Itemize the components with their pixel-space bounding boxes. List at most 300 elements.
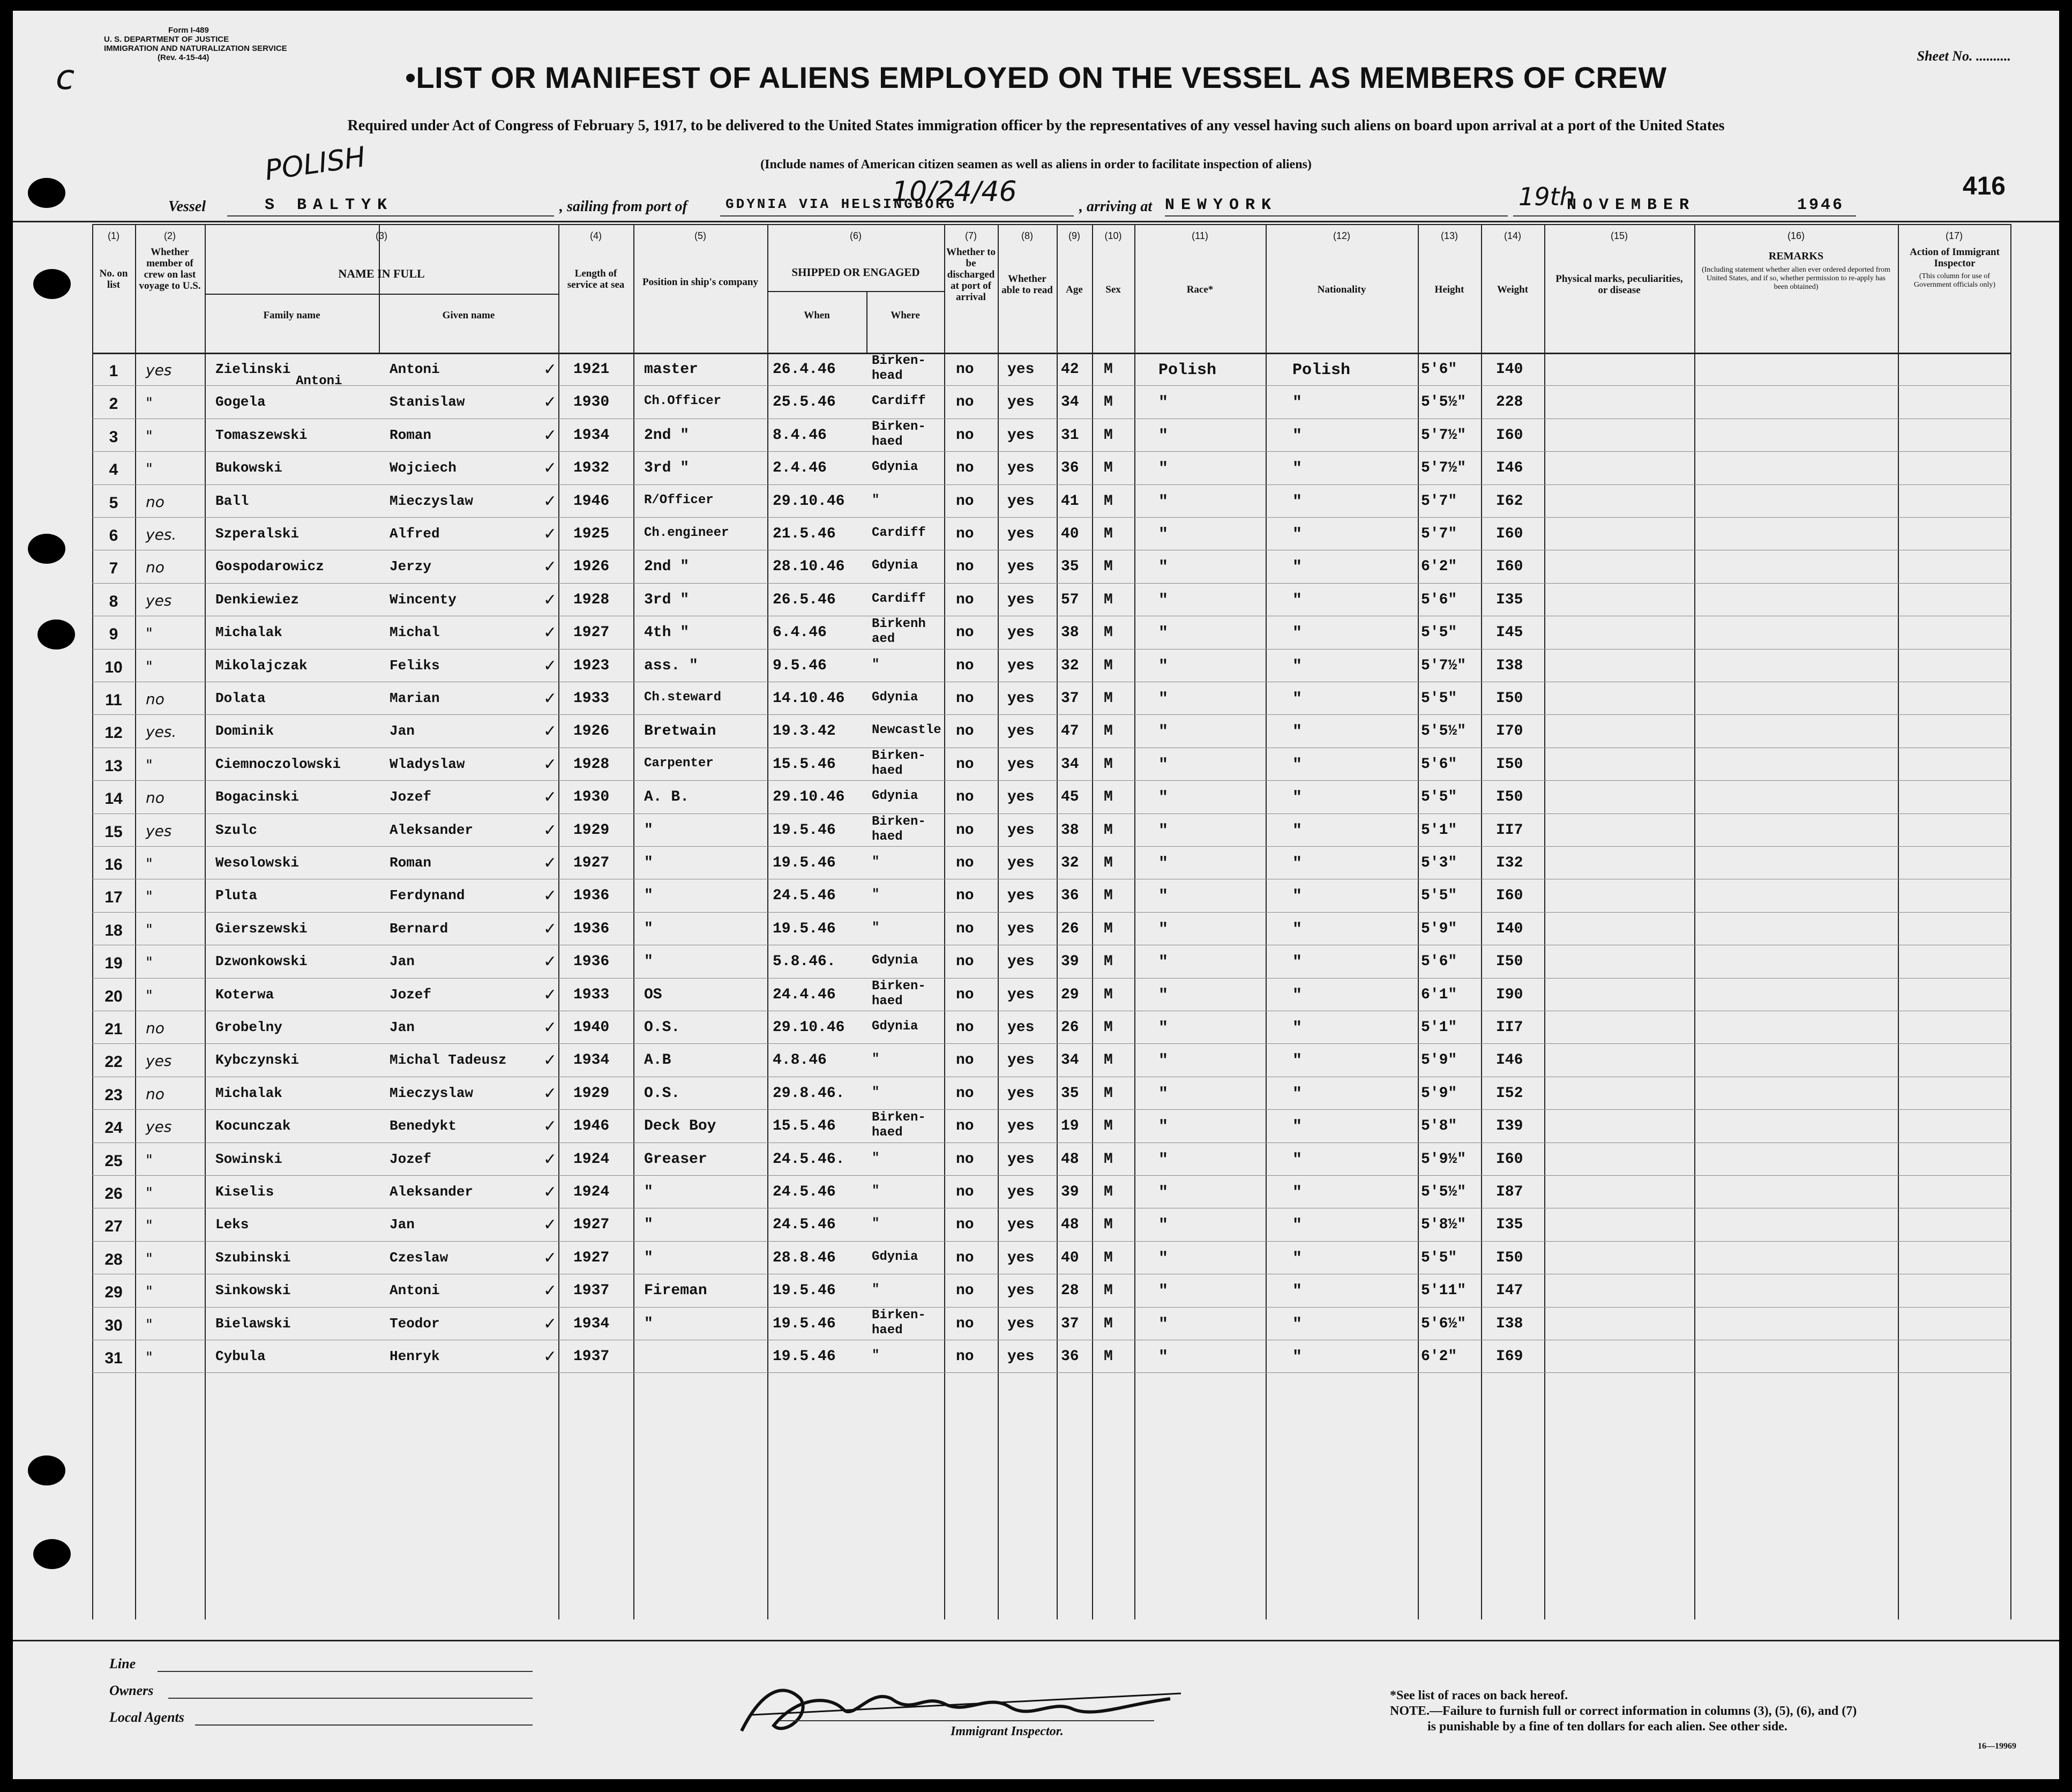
race: "	[1158, 427, 1169, 445]
able-to-read: yes	[1007, 427, 1035, 444]
race: "	[1158, 1315, 1169, 1334]
shipped-where: "	[872, 1085, 880, 1100]
shipped-where: "	[872, 1282, 880, 1297]
check-mark-icon: ✓	[543, 1281, 557, 1301]
discharged: no	[956, 558, 974, 576]
given-name: Michal Tadeusz	[390, 1052, 507, 1069]
position: "	[644, 855, 653, 871]
nationality: "	[1292, 558, 1303, 577]
owners-label: Owners	[109, 1683, 154, 1698]
nationality: "	[1292, 887, 1303, 906]
col3-family-header: Family name	[263, 310, 320, 321]
age: 38	[1061, 624, 1079, 641]
family-name: Koterwa	[215, 986, 274, 1003]
family-name: Wesolowski	[215, 855, 300, 871]
shipped-where: Birken- haed	[872, 1110, 926, 1140]
nationality: "	[1292, 1348, 1303, 1367]
footnote-penalty-cont: is punishable by a fine of ten dollars for each alien. See other side.	[1427, 1720, 1787, 1734]
age: 34	[1061, 1052, 1079, 1069]
table-row	[92, 1340, 2011, 1372]
family-name: Tomaszewski	[215, 427, 308, 443]
able-to-read: yes	[1007, 887, 1035, 905]
shipped-where: Birken- haed	[872, 1308, 926, 1338]
able-to-read: yes	[1007, 1019, 1035, 1036]
service-years: 1934	[573, 1052, 610, 1069]
sex: M	[1104, 1052, 1113, 1069]
able-to-read: yes	[1007, 723, 1035, 740]
row-number: 21	[104, 1020, 123, 1038]
nationality: "	[1292, 920, 1303, 939]
weight: I39	[1496, 1118, 1523, 1135]
check-mark-icon: ✓	[543, 722, 557, 741]
nationality: "	[1292, 1019, 1303, 1037]
check-mark-icon: ✓	[543, 985, 557, 1004]
sex: M	[1104, 1315, 1113, 1332]
able-to-read: yes	[1007, 690, 1035, 707]
table-row	[92, 846, 2011, 879]
col8-number: (8)	[1021, 230, 1033, 241]
service-years: 1933	[573, 986, 610, 1003]
crew-last-voyage: "	[146, 1216, 153, 1235]
sex: M	[1104, 1216, 1113, 1234]
race: "	[1158, 558, 1169, 577]
check-mark-icon: ✓	[543, 1084, 557, 1103]
position: Fireman	[644, 1282, 707, 1300]
col4-header: Length of service at sea	[567, 268, 625, 290]
check-mark-icon: ✓	[543, 1183, 557, 1201]
nationality: "	[1292, 460, 1303, 479]
race: "	[1158, 920, 1169, 939]
height: 5'9½"	[1421, 1151, 1467, 1168]
given-name: Henryk	[390, 1348, 440, 1364]
race: "	[1158, 657, 1169, 676]
crew-last-voyage: "	[146, 1151, 153, 1169]
shipped-where: Birken- haed	[872, 419, 926, 449]
crew-last-voyage: "	[146, 756, 153, 774]
nationality: "	[1292, 723, 1303, 742]
able-to-read: yes	[1007, 1118, 1035, 1135]
sex: M	[1104, 1019, 1113, 1036]
col8-header: Whether able to read	[1001, 273, 1053, 296]
table-row	[92, 1011, 2011, 1043]
position: "	[644, 1184, 653, 1200]
table-row	[92, 945, 2011, 977]
age: 32	[1061, 657, 1079, 674]
col17-number: (17)	[1945, 230, 1963, 241]
weight: I60	[1496, 427, 1523, 444]
position: "	[644, 822, 653, 839]
check-mark-icon: ✓	[543, 360, 557, 379]
discharged: no	[956, 1151, 974, 1168]
shipped-where: Gdynia	[872, 1019, 918, 1034]
given-name: Jan	[390, 723, 415, 740]
given-name: Wincenty	[390, 591, 457, 608]
shipped-when: 15.5.46	[773, 1118, 836, 1135]
given-name: Jozef	[390, 1151, 432, 1167]
family-name: Grobelny	[215, 1019, 282, 1035]
service-years: 1932	[573, 460, 610, 477]
col10-header: Sex	[1105, 284, 1121, 295]
col16-header: REMARKS	[1768, 250, 1824, 262]
height: 5'7"	[1421, 492, 1457, 510]
crew-last-voyage: "	[146, 427, 153, 445]
footer	[13, 1640, 2059, 1774]
position: "	[644, 1249, 653, 1266]
family-name: Szulc	[215, 822, 258, 838]
check-mark-icon: ✓	[543, 590, 557, 609]
nationality: "	[1292, 624, 1303, 643]
race: "	[1158, 986, 1169, 1005]
col13-number: (13)	[1440, 230, 1458, 241]
discharged: no	[956, 887, 974, 905]
discharged: no	[956, 789, 974, 806]
sex: M	[1104, 361, 1113, 378]
sex: M	[1104, 887, 1113, 905]
shipped-where: "	[872, 855, 880, 869]
vessel-label: Vessel	[168, 198, 206, 215]
check-mark-icon: ✓	[543, 656, 557, 675]
row-number: 22	[104, 1053, 123, 1071]
table-row	[92, 682, 2011, 714]
position: Ch.engineer	[644, 526, 729, 540]
row-number: 23	[104, 1086, 123, 1104]
col3-number: (3)	[376, 230, 387, 241]
race: "	[1158, 1282, 1169, 1301]
check-mark-icon: ✓	[543, 788, 557, 807]
given-name: Jan	[390, 1216, 415, 1233]
shipped-when: 14.10.46	[773, 690, 845, 707]
col16-number: (16)	[1787, 230, 1805, 241]
service-years: 1928	[573, 591, 610, 608]
crew-last-voyage: "	[146, 394, 153, 412]
given-name: Michal	[390, 624, 440, 641]
crew-last-voyage: no	[146, 789, 164, 807]
shipped-where: Newcastle	[872, 723, 941, 738]
service-years: 1925	[573, 526, 610, 542]
col10-number: (10)	[1104, 230, 1122, 241]
weight: 228	[1496, 394, 1523, 411]
height: 5'6½"	[1421, 1315, 1467, 1332]
given-name: Benedykt	[390, 1118, 457, 1134]
crew-last-voyage: "	[146, 624, 153, 643]
check-mark-icon: ✓	[543, 820, 557, 840]
height: 5'5½"	[1421, 1184, 1467, 1200]
crew-last-voyage: "	[146, 855, 153, 872]
height: 5'6"	[1421, 361, 1457, 378]
race: "	[1158, 855, 1169, 873]
sex: M	[1104, 822, 1113, 839]
table-row	[92, 451, 2011, 484]
able-to-read: yes	[1007, 855, 1035, 871]
row-number: 11	[105, 691, 122, 709]
crew-last-voyage: "	[146, 1348, 153, 1366]
height: 5'5"	[1421, 624, 1457, 641]
table-row	[92, 714, 2011, 747]
shipped-where: Gdynia	[872, 558, 918, 573]
given-name: Feliks	[390, 657, 440, 674]
check-mark-icon: ✓	[543, 393, 557, 412]
crew-last-voyage: "	[146, 1184, 153, 1201]
table-row	[92, 616, 2011, 648]
height: 6'2"	[1421, 558, 1457, 576]
weight: I46	[1496, 460, 1523, 477]
weight: I40	[1496, 920, 1523, 937]
height: 5'1"	[1421, 822, 1457, 839]
able-to-read: yes	[1007, 591, 1035, 608]
nationality: "	[1292, 394, 1303, 413]
nationality: "	[1292, 1184, 1303, 1202]
sex: M	[1104, 1282, 1113, 1300]
weight: I52	[1496, 1085, 1523, 1102]
shipped-when: 29.10.46	[773, 1019, 845, 1036]
shipped-when: 28.8.46	[773, 1249, 836, 1266]
shipped-where: Birken- haed	[872, 748, 926, 778]
crew-last-voyage: no	[146, 1085, 164, 1103]
service-years: 1921	[573, 361, 610, 378]
age: 36	[1061, 1348, 1079, 1365]
shipped-when: 5.8.46.	[773, 953, 836, 970]
weight: II7	[1496, 822, 1523, 839]
shipped-when: 24.5.46.	[773, 1151, 845, 1168]
row-number: 25	[104, 1152, 123, 1170]
check-mark-icon: ✓	[543, 525, 557, 543]
position: OS	[644, 986, 662, 1003]
table-row	[92, 1307, 2011, 1340]
able-to-read: yes	[1007, 1184, 1035, 1200]
form-code: 16—19969	[1978, 1742, 2016, 1751]
nationality: "	[1292, 427, 1303, 445]
position: 3rd "	[644, 460, 690, 477]
height: 5'6"	[1421, 591, 1457, 608]
shipped-when: 9.5.46	[773, 657, 827, 674]
row-number: 6	[109, 527, 118, 544]
shipped-where: "	[872, 1151, 880, 1166]
arrival-port: NEWYORK	[1165, 196, 1278, 214]
shipped-where: Gdynia	[872, 953, 918, 968]
check-mark-icon: ✓	[543, 886, 557, 906]
sex: M	[1104, 526, 1113, 542]
crew-last-voyage: no	[146, 492, 164, 511]
table-row	[92, 813, 2011, 846]
table-row	[92, 1143, 2011, 1175]
check-mark-icon: ✓	[543, 1215, 557, 1235]
service-years: 1927	[573, 1249, 610, 1266]
age: 48	[1061, 1151, 1079, 1168]
able-to-read: yes	[1007, 789, 1035, 806]
position: O.S.	[644, 1085, 680, 1102]
check-mark-icon: ✓	[543, 1347, 557, 1366]
race: Polish	[1158, 361, 1217, 379]
col12-number: (12)	[1333, 230, 1350, 241]
height: 5'9"	[1421, 1085, 1457, 1102]
shipped-when: 29.8.46.	[773, 1085, 845, 1102]
position: "	[644, 1216, 653, 1234]
nationality: "	[1292, 1052, 1303, 1071]
weight: I87	[1496, 1184, 1523, 1200]
age: 19	[1061, 1118, 1079, 1135]
crew-last-voyage: "	[146, 953, 153, 972]
row-number: 10	[104, 658, 123, 676]
race: "	[1158, 1216, 1169, 1235]
able-to-read: yes	[1007, 526, 1035, 542]
department: U. S. DEPARTMENT OF JUSTICE	[104, 35, 229, 44]
crew-last-voyage: "	[146, 1249, 153, 1267]
height: 5'5"	[1421, 690, 1457, 707]
weight: II7	[1496, 1019, 1523, 1036]
race: "	[1158, 723, 1169, 742]
discharged: no	[956, 427, 974, 444]
check-mark-icon: ✓	[543, 952, 557, 972]
discharged: no	[956, 1052, 974, 1069]
position: A.B	[644, 1052, 671, 1069]
family-name: Mikolajczak	[215, 657, 308, 674]
check-mark-icon: ✓	[543, 1248, 557, 1267]
position: 3rd "	[644, 591, 690, 608]
sex: M	[1104, 558, 1113, 576]
shipped-when: 4.8.46	[773, 1052, 827, 1069]
check-mark-icon: ✓	[543, 459, 557, 478]
position: R/Officer	[644, 492, 714, 507]
sex: M	[1104, 460, 1113, 477]
shipped-when: 19.5.46	[773, 822, 836, 839]
race: "	[1158, 1085, 1169, 1103]
age: 36	[1061, 887, 1079, 905]
shipped-where: Cardiff	[872, 526, 926, 540]
row-number: 4	[109, 461, 118, 479]
age: 28	[1061, 1282, 1079, 1300]
family-name: Dzwonkowski	[215, 953, 308, 970]
age: 36	[1061, 460, 1079, 477]
sex: M	[1104, 394, 1113, 411]
family-name: Dominik	[215, 723, 274, 740]
race: "	[1158, 492, 1169, 511]
arriving-label: , arriving at	[1079, 198, 1153, 215]
nationality: "	[1292, 526, 1303, 544]
given-name: Jozef	[390, 789, 432, 805]
weight: I62	[1496, 492, 1523, 510]
shipped-when: 26.5.46	[773, 591, 836, 608]
family-name: Szperalski	[215, 526, 300, 542]
weight: I60	[1496, 526, 1523, 542]
given-name: Ferdynand	[390, 887, 465, 904]
sex: M	[1104, 492, 1113, 510]
race: "	[1158, 1019, 1169, 1037]
discharged: no	[956, 1249, 974, 1266]
position: master	[644, 361, 698, 378]
shipped-when: 26.4.46	[773, 361, 836, 378]
manifest-sheet	[13, 11, 2059, 1779]
vessel-name: S BALTYK	[265, 196, 394, 214]
given-name: Aleksander	[390, 1184, 474, 1200]
weight: I60	[1496, 558, 1523, 576]
row-number: 24	[104, 1119, 123, 1137]
row-number: 8	[109, 592, 118, 610]
weight: I60	[1496, 1151, 1523, 1168]
height: 5'9"	[1421, 1052, 1457, 1069]
age: 40	[1061, 526, 1079, 542]
race: "	[1158, 1118, 1169, 1137]
vessel-info-line	[13, 182, 2059, 214]
family-name: Pluta	[215, 887, 258, 904]
sex: M	[1104, 855, 1113, 871]
footnote	[1390, 1688, 1857, 1735]
discharged: no	[956, 1348, 974, 1365]
binder-hole	[33, 269, 71, 299]
weight: I50	[1496, 756, 1523, 773]
col4-number: (4)	[590, 230, 602, 241]
col5-header: Position in ship's company	[642, 277, 758, 288]
check-mark-icon: ✓	[543, 1051, 557, 1070]
handwritten-date: 10/24/46	[892, 176, 1017, 208]
family-name-extra: Antoni	[296, 374, 342, 389]
service-years: 1937	[573, 1348, 610, 1365]
family-name: Ciemnoczolowski	[215, 756, 341, 772]
table-row	[92, 649, 2011, 682]
discharged: no	[956, 920, 974, 937]
row-number: 1	[109, 362, 118, 380]
sex: M	[1104, 624, 1113, 641]
position: A. B.	[644, 789, 690, 806]
height: 5'5½"	[1421, 723, 1467, 740]
sex: M	[1104, 723, 1113, 740]
height: 5'7"	[1421, 526, 1457, 542]
position: ass. "	[644, 657, 698, 674]
col7-number: (7)	[965, 230, 977, 241]
height: 5'8"	[1421, 1118, 1457, 1135]
crew-last-voyage: "	[146, 887, 153, 906]
age: 42	[1061, 361, 1079, 378]
weight: I35	[1496, 591, 1523, 608]
given-name: Antoni	[390, 1282, 440, 1299]
race: "	[1158, 460, 1169, 479]
table-row	[92, 912, 2011, 945]
shipped-where: Gdynia	[872, 460, 918, 475]
row-number: 19	[104, 954, 123, 973]
discharged: no	[956, 1216, 974, 1234]
service-years: 1924	[573, 1184, 610, 1200]
inspector-label: Immigrant Inspector.	[951, 1724, 1064, 1738]
binder-hole	[28, 534, 65, 564]
family-name: Kybczynski	[215, 1052, 300, 1069]
weight: I32	[1496, 855, 1523, 871]
sex: M	[1104, 1348, 1113, 1365]
service-years: 1926	[573, 558, 610, 576]
row-number: 5	[109, 494, 118, 512]
table-row	[92, 517, 2011, 550]
nationality: "	[1292, 822, 1303, 840]
service-years: 1930	[573, 394, 610, 411]
given-name: Roman	[390, 427, 432, 443]
position: Ch.steward	[644, 690, 722, 705]
discharged: no	[956, 723, 974, 740]
shipped-where: Gdynia	[872, 690, 918, 705]
col6-header: SHIPPED OR ENGAGED	[791, 266, 920, 279]
age: 41	[1061, 492, 1079, 510]
crew-last-voyage: yes	[146, 591, 172, 609]
able-to-read: yes	[1007, 1315, 1035, 1332]
given-name: Jan	[390, 1019, 415, 1035]
check-mark-icon: ✓	[543, 557, 557, 577]
age: 34	[1061, 394, 1079, 411]
check-mark-icon: ✓	[543, 1149, 557, 1169]
discharged: no	[956, 953, 974, 970]
service-years: 1934	[573, 427, 610, 444]
family-name: Michalak	[215, 624, 282, 641]
row-number: 9	[109, 625, 118, 644]
binder-hole	[28, 178, 65, 208]
weight: I46	[1496, 1052, 1523, 1069]
col5-number: (5)	[694, 230, 706, 241]
